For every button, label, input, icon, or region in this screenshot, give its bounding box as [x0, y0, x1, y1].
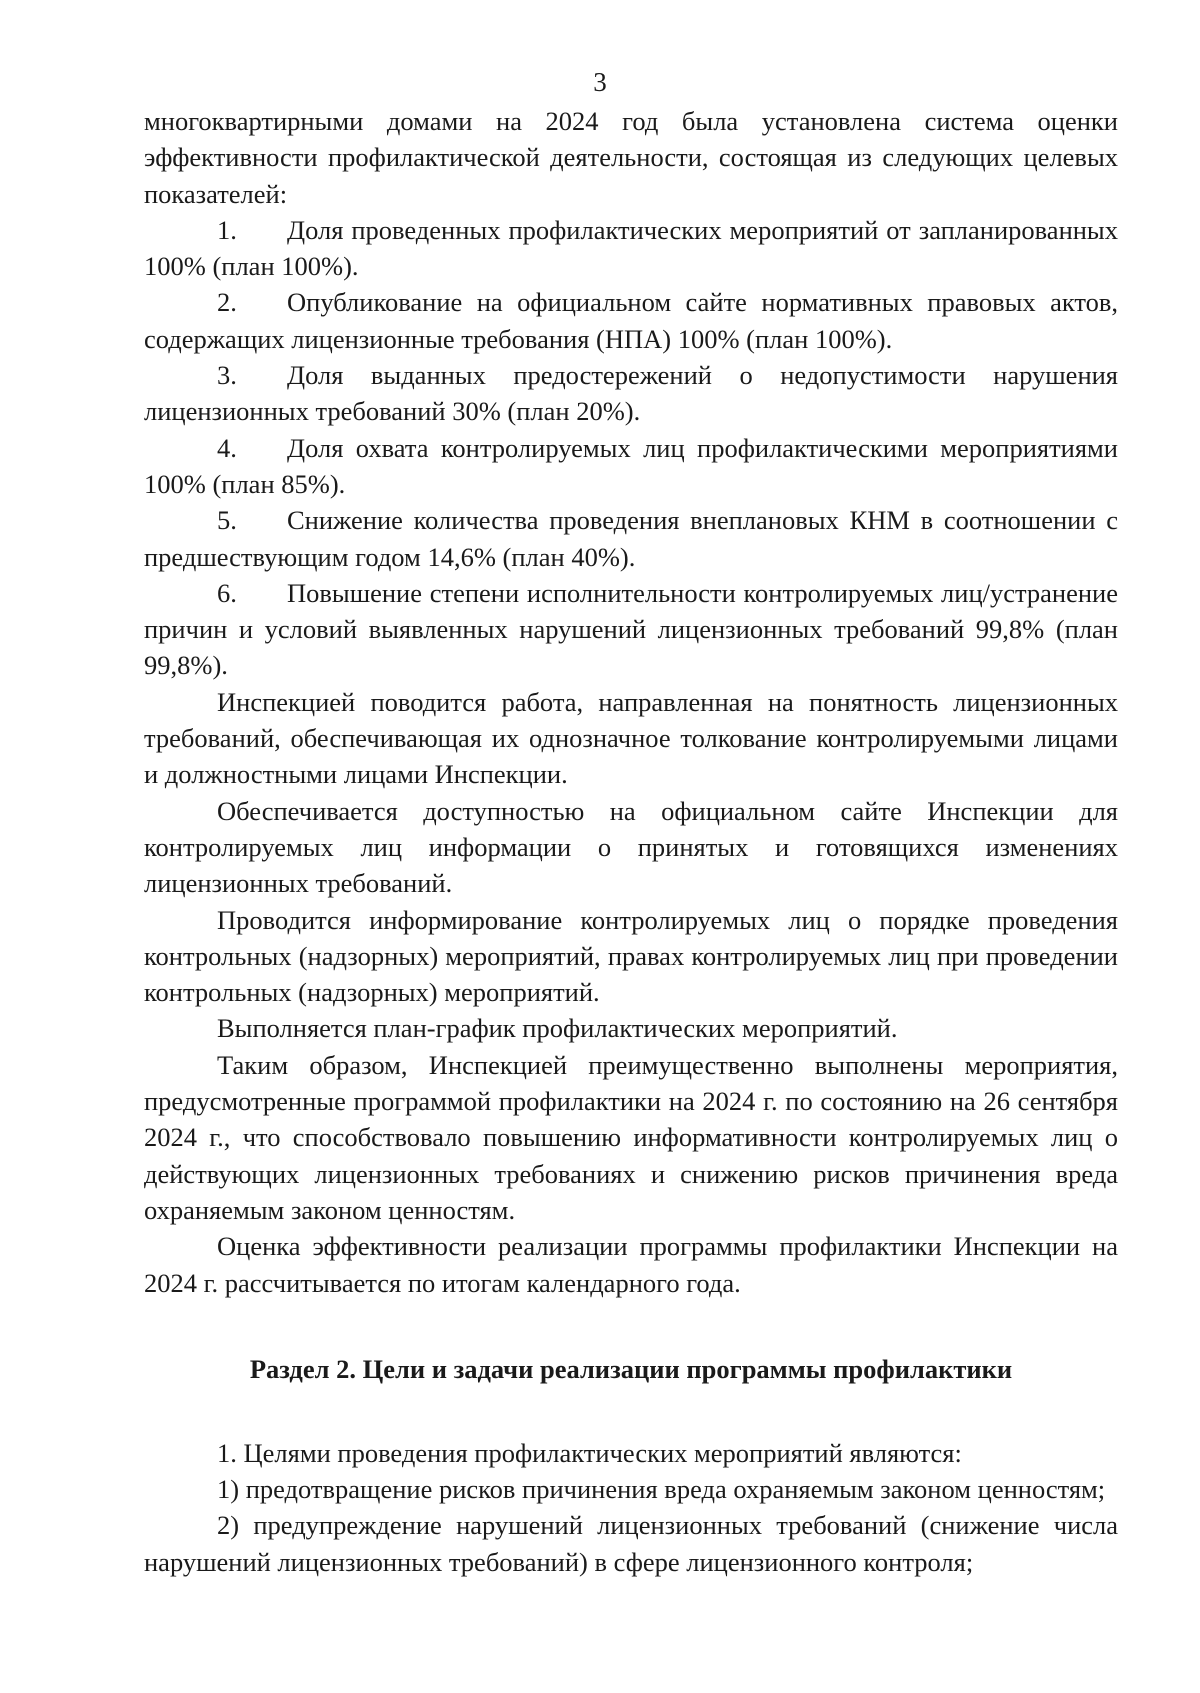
body-paragraph: Обеспечивается доступностью на официальном сайте Инспекции для контролируемых лиц информации о принятых и готовящихся изменениях лицензионных требований.: [144, 795, 1118, 899]
body-paragraph: Выполняется план-график профилактических мероприятий.: [217, 1013, 898, 1044]
indicator-number: 4.: [217, 432, 237, 463]
intro-paragraph: многоквартирными домами на 2024 год была установлена система оценки эффективности профилактической деятельности, состоящая из следующих целевых показателей:: [144, 106, 1118, 209]
page-number: 3: [593, 67, 607, 97]
indicator-number: 5.: [217, 505, 237, 536]
body-paragraph: Проводится информирование контролируемых лиц о порядке проведения контрольных (надзорных) мероприятий, правах контролируемых лиц при проведении контрольных (надзорных) мероприятий.: [144, 904, 1118, 1008]
indicator-number: 3.: [217, 360, 237, 391]
indicator-item: [144, 212, 1118, 285]
indicator-number: 1.: [217, 214, 237, 245]
body-paragraph: Оценка эффективности реализации программы профилактики Инспекции на 2024 г. рассчитывается по итогам календарного года.: [144, 1231, 1118, 1298]
indicator-text: Доля проведенных профилактических мероприятий от запланированных 100% (план 100%).: [144, 214, 1118, 282]
goal-item: 2) предупреждение нарушений лицензионных требований (снижение числа нарушений лицензионных требований) в сфере лицензионного контроля;: [144, 1510, 1118, 1577]
indicator-item: [144, 284, 1118, 357]
indicator-text: Повышение степени исполнительности контролируемых лиц/устранение причин и условий выявленных нарушений лицензионных требований 99,8% (план 99,8%).: [144, 577, 1118, 681]
body-paragraph: Инспекцией поводится работа, направленная на понятность лицензионных требований, обеспечивающая их однозначное толкование контролируемыми лицами и должностными лицами Инспекции.: [144, 686, 1118, 790]
body-paragraph: Таким образом, Инспекцией преимущественно выполнены мероприятия, предусмотренные программой профилактики на 2024 г. по состоянию на 26 сентября 2024 г., что способствовало повышению информативности контролируемых лиц о действующих лицензионных требованиях и снижению рисков причинения вреда охраняемым законом ценностям.: [144, 1049, 1118, 1225]
section-heading: Раздел 2. Цели и задачи реализации программы профилактики: [249, 1353, 1013, 1384]
indicator-text: Снижение количества проведения внеплановых КНМ в соотношении с предшествующим годом 14,6% (план 40%).: [144, 505, 1118, 572]
goals-intro: 1. Целями проведения профилактических мероприятий являются:: [217, 1437, 962, 1468]
indicator-text: Опубликование на официальном сайте нормативных правовых актов, содержащих лицензионные требования (НПА) 100% (план 100%).: [144, 287, 1118, 354]
indicator-item: [144, 575, 1118, 684]
indicator-number: 6.: [217, 577, 237, 608]
indicator-text: Доля выданных предостережений о недопустимости нарушения лицензионных требований 30% (план 20%).: [144, 360, 1118, 427]
indicator-item: [144, 357, 1118, 430]
indicator-item: [144, 502, 1118, 575]
indicator-item: [144, 430, 1118, 503]
goal-item: 1) предотвращение рисков причинения вреда охраняемым законом ценностям;: [217, 1474, 1106, 1505]
document-body: [144, 103, 1118, 1580]
indicator-number: 2.: [217, 287, 237, 318]
indicator-text: Доля охвата контролируемых лиц профилактическими мероприятиями 100% (план 85%).: [144, 432, 1118, 499]
